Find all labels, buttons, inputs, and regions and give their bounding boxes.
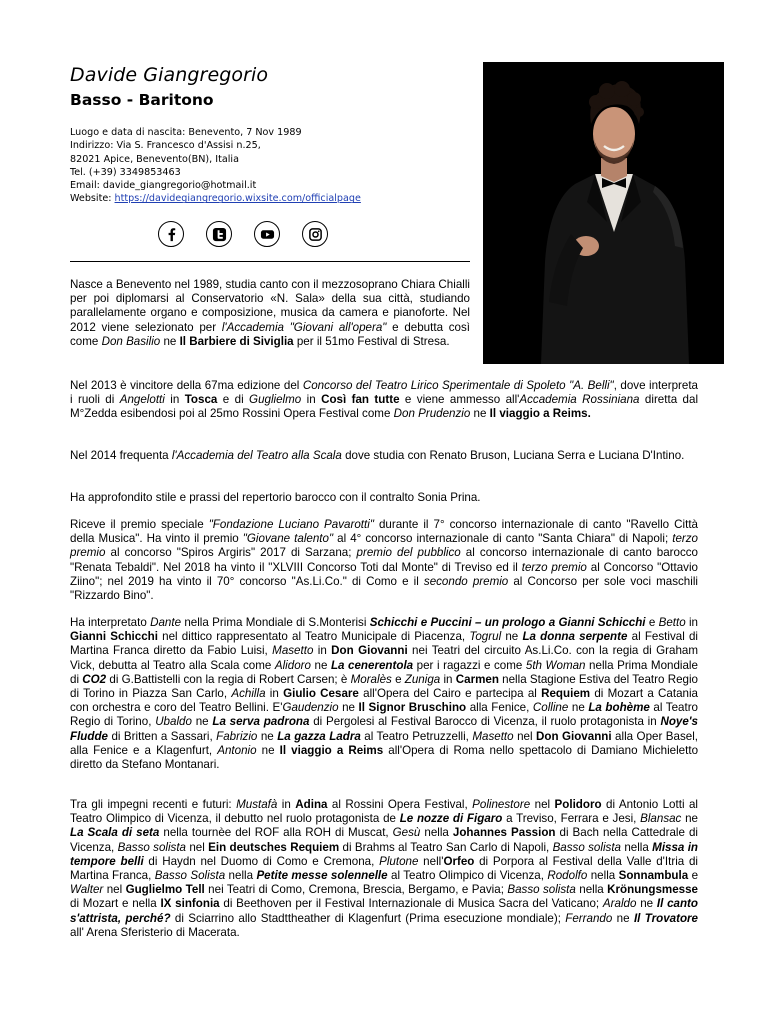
facebook-icon[interactable] [158, 221, 184, 247]
bio-paragraph-4: Ha approfondito stile e prassi del repertorio barocco con il contralto Sonia Prina. [70, 491, 481, 504]
phone-info: Tel. (+39) 3349853463 [70, 166, 181, 178]
bio-paragraph-2: Nel 2013 è vincitore della 67ma edizione del Concorso del Teatro Lirico Sperimentale di Spoleto "A. Belli", dove interpreta i ruoli di Angelotti in Tosca e di Guglielmo in Così fan tutte e viene ammesso all'Accademia Rossiniana diretta dal M°Zedda esibendosi poi al 25mo Rossini Opera Festival come Don Prudenzio ne Il viaggio a Reims. [70, 379, 699, 421]
voice-type: Basso - Baritono [70, 91, 214, 109]
instagram-icon[interactable] [302, 221, 328, 247]
bio-paragraph-7: Tra gli impegni recenti e futuri: Mustafà in Adina al Rossini Opera Festival, Polinestore nel Polidoro di Antonio Lotti al Teatro Olimpico di Vicenza, il debutto nel ruolo protagonista de Le nozze di Figaro a Treviso, Ferrara e Jesi, Blansac ne La Scala di seta nella tournèe del ROF alla ROH di Muscat, Gesù nella Johannes Passion di Bach nella Cattedrale di Vicenza, Basso solista nel Ein deutsches Requiem di Brahms al Teatro San Carlo di Napoli, Basso solista nella Missa in tempore belli di Haydn nel Duomo di Como e Cremona, Plutone nell'Orfeo di Porpora al Festival della Valle d'Itria di Martina Franca, Basso Solista nella Petite messe solennelle al Teatro Olimpico di Vicenza, Rodolfo nella Sonnambula e Walter nel Guglielmo Tell nei Teatri di Como, Cremona, Brescia, Bergamo, e Pavia; Basso solista nella Krönungsmesse di Mozart e nella IX sinfonia di Beethoven per il Festival Internazionale di Musica Sacra del Vaticano; Araldo ne Il canto s'attrista, perché? di Sciarrino allo Stadttheather di Klagenfurt (Prima esecuzione mondiale); Ferrando ne Il Trovatore all' Arena Sferisterio di Macerata. [70, 798, 699, 939]
artist-name: Davide Giangregorio [70, 64, 269, 86]
website-label: Website: [70, 193, 115, 205]
portrait-photo [483, 62, 724, 364]
contact-info [70, 126, 361, 206]
social-icons [158, 221, 328, 247]
email-info: Email: davide_giangregorio@hotmail.it [70, 180, 257, 192]
bio-paragraph-3: Nel 2014 frequenta l'Accademia del Teatro alla Scala dove studia con Renato Bruson, Luciana Serra e Luciana D'Intino. [70, 449, 685, 462]
bio-paragraph-1: Nasce a Benevento nel 1989, studia canto con il mezzosoprano Chiara Chialli per poi diplomarsi al Conservatorio «N. Sala» della sua città, studiando parallelamente organo e composizione, musica da camera e pianoforte. Nel 2012 viene selezionato per l'Accademia "Giovani all'opera" e debutta così come Don Basilio ne Il Barbiere di Siviglia per il 51mo Festival di Stresa. [70, 278, 471, 348]
bio-paragraph-6: Ha interpretato Dante nella Prima Mondiale di S.Monterisi Schicchi e Puccini – un prologo a Gianni Schicchi e Betto in Gianni Schicchi nel dittico rappresentato al Teatro Municipale di Piacenza, Togrul ne La donna serpente al Festival di Martina Franca diretto da Fabio Luisi, Masetto in Don Giovanni nei Teatri del circuito As.Li.Co. con la regia di Graham Vick, debutta al Teatro alla Scala come Alidoro ne La cenerentola per i ragazzi e come 5th Woman nella Prima Mondiale di CO2 di G.Battistelli con la regia di Robert Carsen; è Moralès e Zuniga in Carmen nella Stagione Estiva del Teatro Regio di Torino in Piazza San Carlo, Achilla in Giulio Cesare all'Opera del Cairo e partecipa al Requiem di Mozart a Catania con orchestra e coro del Teatro Bellini. E'Gaudenzio ne Il Signor Bruschino alla Fenice, Colline ne La bohème al Teatro Regio di Torino, Ubaldo ne La serva padrona di Pergolesi al Festival Barocco di Vicenza, il ruolo protagonista in Noye's Fludde di Britten a Sassari, Fabrizio ne La gazza Ladra al Teatro Petruzzelli, Masetto nel Don Giovanni alla Oper Basel, alla Fenice e a Klagenfurt, Antonio ne Il viaggio a Reims all'Opera di Roma nello spettacolo di Damiano Michieletto diretto da Stefano Montanari. [70, 616, 699, 772]
twitter-icon[interactable] [206, 221, 232, 247]
website-info [70, 192, 361, 205]
birth-info: Luogo e data di nascita: Benevento, 7 Nov 1989 [70, 127, 302, 138]
website-link[interactable]: https://davidegiangregorio.wixsite.com/officialpage [114, 193, 361, 205]
address-line-1: Indirizzo: Via S. Francesco d'Assisi n.25, [70, 140, 261, 152]
bio-paragraph-5: Riceve il premio speciale "Fondazione Luciano Pavarotti" durante il 7° concorso internazionale di canto "Ravello Città della Musica". Ha vinto il premio "Giovane talento" al 4° concorso internazionale di canto "Santa Chiara" di Napoli; terzo premio al concorso "Spiros Argiris" 2017 di Sarzana; premio del pubblico al concorso internazionale di canto barocco "Renata Tebaldi". Nel 2018 ha vinto il "XLVIII Concorso Toti dal Monte" di Treviso ed il terzo premio al Concorso "Ottavio Ziino"; nel 2019 ha vinto il 70° concorso "As.Li.Co." di Como e il secondo premio al Concorso per sole voci maschili "Rizzardo Bino". [70, 518, 698, 603]
address-line-2: 82021 Apice, Benevento(BN), Italia [70, 153, 239, 165]
youtube-icon[interactable] [254, 221, 280, 247]
header-divider [70, 261, 470, 262]
